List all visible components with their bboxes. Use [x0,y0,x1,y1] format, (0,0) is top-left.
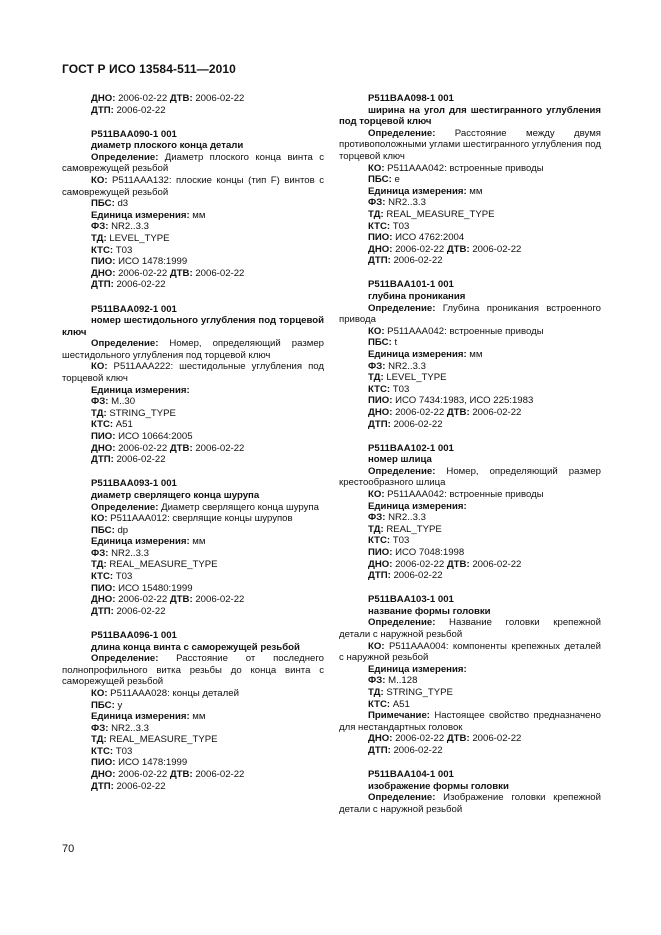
field-value: мм [189,536,206,548]
field-value: A51 [113,419,133,431]
field-value: мм [189,711,206,723]
entry-title: глубина проникания [368,291,466,302]
property-line [62,525,324,537]
field-value: 2006-02-22 [115,442,170,454]
ko-field [339,641,601,664]
property-line [339,384,601,396]
field-label: ПИО: [368,546,393,558]
field-value: ИСО 7434:1983, ИСО 225:1983 [392,395,534,407]
field-label: Единица измерения: [91,209,190,221]
entry-block [62,93,324,116]
field-label: ФЗ: [368,197,386,209]
ko-field [62,513,324,525]
field-value: P511AAA132: плоские концы (тип F) винтов с самоврежущей резьбой [62,175,324,198]
property-line [62,198,324,210]
property-line [339,559,601,571]
property-line [339,745,601,757]
property-line [62,221,324,233]
field-label: ДТП: [368,418,391,430]
ko-field [62,688,324,700]
field-value: A51 [390,698,410,710]
field-value: Изображение головки крепежной детали с наружной резьбой [339,792,601,815]
field-value: NR2..3.3 [385,360,426,372]
field-value: 2006-02-22 [115,93,170,104]
field-label: ФЗ: [368,512,386,524]
field-label: ПБС: [91,699,115,711]
field-value: Диаметр сверлящего конца шурупа [158,501,319,513]
field-value: мм [466,348,483,360]
property-line [339,675,601,687]
definition [62,653,324,688]
field-value: P511AAA222: шестидольные углубления под торцевой ключ [62,361,324,385]
field-value: 2006-02-22 [392,733,447,745]
field-label: ФЗ: [368,360,386,372]
field-value: STRING_TYPE [383,687,453,698]
field-value: REAL_MEASURE_TYPE [383,208,495,220]
property-line [339,395,601,407]
field-label: ТД: [91,559,107,571]
field-label: Определение: [368,792,436,804]
property-line [339,221,601,233]
field-value: 2006-02-22 [115,267,170,279]
field-value: M..30 [108,396,136,408]
entry-block [62,304,324,466]
field-label: КТС: [91,419,114,431]
property-line [62,548,324,560]
ko-field [339,489,601,501]
property-line [62,419,324,431]
field-label: ДНО: [91,769,116,781]
field-label: КТС: [368,535,391,547]
property-line [339,255,601,267]
entry-title: диаметр плоского конца детали [91,140,244,152]
property-line [339,570,601,582]
field-label: ДТП: [368,255,391,267]
definition [62,152,324,175]
field-value: Расстояние от последнего полнопрофильного витка резьбы до конца винта с саморежущей резьбой [62,653,324,688]
field-label: ДТП: [91,279,114,291]
entry-title: изображение формы головки [368,780,509,792]
field-label: ДНО: [368,243,393,255]
field-label: ДТП: [91,780,114,792]
entry-code: P511BAA090-1 001 [91,128,177,140]
field-label: ДТП: [368,570,391,582]
field-label: ФЗ: [368,675,386,687]
entry-title: диаметр сверлящего конца шурупа [91,489,260,501]
document-header: ГОСТ Р ИСО 13584-511—2010 [62,62,236,76]
field-value: 2006-02-22 [192,93,245,104]
page-number: 70 [62,843,75,855]
field-label: ТД: [368,687,384,698]
property-line [62,746,324,758]
property-line [62,769,324,781]
field-label: Определение: [91,151,159,163]
entry-block [339,769,601,815]
field-label: ДТВ: [169,769,193,781]
field-value: 2006-02-22 [469,558,522,570]
entry-title: номер шестидольного углубления под торцевой ключ [62,315,324,338]
left-column [62,93,324,805]
field-label: Примечание: [368,710,430,722]
field-value: Название головки крепежной детали с наружной резьбой [339,617,601,641]
property-line [62,594,324,606]
field-value: T03 [113,745,133,757]
field-value: Глубина проникания встроенного привода [339,302,601,326]
property-line [339,186,601,198]
field-value: P511AAA042: встроенные приводы [384,489,544,500]
field-value: ИСО 1478:1999 [115,256,188,268]
field-value: REAL_MEASURE_TYPE [106,559,218,571]
property-line [62,385,324,397]
field-value: 2006-02-22 [390,744,443,756]
field-label: ДТВ: [446,733,470,745]
field-label: Единица измерения: [91,536,190,548]
property-line [62,396,324,408]
field-label: ПБС: [91,198,115,210]
field-label: ПБС: [368,337,392,349]
definition [62,338,324,361]
property-line [339,372,601,384]
property-line [62,443,324,455]
property-line [62,571,324,583]
field-label: ФЗ: [91,221,109,233]
field-label: ФЗ: [91,396,109,408]
field-value: T03 [113,571,133,583]
field-value: STRING_TYPE [106,407,176,419]
field-value: 2006-02-22 [192,594,245,606]
property-line [62,583,324,595]
field-label: Единица измерения: [368,663,467,675]
field-value: 2006-02-22 [392,558,447,570]
entry-block [62,129,324,291]
property-line [339,419,601,431]
property-line [339,232,601,244]
entry-code: P511BAA102-1 001 [368,442,454,454]
field-label: ДТП: [91,104,114,116]
field-value: 2006-02-22 [390,570,443,582]
field-label: КО: [91,175,108,187]
property-line [62,606,324,618]
field-value: T03 [390,535,410,547]
property-line [62,454,324,466]
field-label: Определение: [368,465,436,477]
field-value: Номер, определяющий размер шестидольного углубления под торцевой ключ [62,338,324,361]
field-value: REAL_TYPE [383,523,442,535]
field-label: Единица измерения: [368,348,467,360]
field-value: 2006-02-22 [390,255,443,267]
field-value: P511AAA028: концы деталей [107,687,239,699]
field-value: d3 [114,198,129,210]
entry-block [339,93,601,267]
property-line [62,700,324,712]
field-label: КО: [368,489,385,500]
property-line [339,547,601,559]
field-value: LEVEL_TYPE [383,372,447,384]
property-line [339,501,601,513]
field-label: КТС: [368,698,391,710]
property-line [62,279,324,291]
property-line [62,536,324,548]
field-value: 2006-02-22 [469,406,522,418]
property-line [339,512,601,524]
field-label: ПИО: [368,232,393,244]
field-value: 2006-02-22 [469,243,522,255]
property-line [62,210,324,222]
field-value: 2006-02-22 [390,418,443,430]
field-label: ДНО: [91,267,116,279]
field-value: 2006-02-22 [113,279,166,291]
field-value: 2006-02-22 [192,267,245,279]
field-label: КТС: [368,383,391,395]
field-label: ДНО: [368,558,393,570]
field-label: КО: [91,361,108,373]
property-line [339,349,601,361]
field-value: 2006-02-22 [192,442,245,454]
field-value: y [114,699,123,711]
field-value: 2006-02-22 [392,406,447,418]
property-line [339,687,601,699]
property-line [339,197,601,209]
field-label: ПИО: [368,395,393,407]
field-value: 2006-02-22 [115,594,170,606]
property-line [339,664,601,676]
property-line [339,699,601,711]
property-line [62,256,324,268]
field-label: КТС: [91,244,114,256]
field-value: 2006-02-22 [469,733,522,745]
entry-code: P511BAA103-1 001 [368,594,454,606]
field-value: мм [189,209,206,221]
field-label: ДТВ: [446,406,470,418]
property-line [62,245,324,257]
field-label: ТД: [368,523,384,535]
field-label: КТС: [91,745,114,757]
property-line [339,244,601,256]
property-line [62,93,324,105]
entry-code: P511BAA104-1 001 [368,769,454,781]
property-line [339,535,601,547]
field-value: 2006-02-22 [392,243,447,255]
definition [339,466,601,489]
field-value: dp [114,524,129,536]
field-value: e [391,174,400,186]
property-line [62,431,324,443]
field-value: ИСО 4762:2004 [392,232,465,244]
right-column [339,93,601,828]
field-label: ДНО: [368,733,393,745]
field-value: P511AAA042: встроенные приводы [384,325,544,337]
field-value: t [391,337,398,349]
property-line [339,337,601,349]
field-label: КО: [91,687,108,699]
field-label: Единица измерения: [368,185,467,197]
ko-field [62,175,324,198]
field-label: ДТВ: [446,243,470,255]
field-value: ИСО 15480:1999 [115,582,193,594]
field-value: P511AAA042: встроенные приводы [384,162,544,174]
field-label: ДТВ: [169,267,193,279]
property-line [62,734,324,746]
field-label: КО: [91,513,108,525]
property-line [62,757,324,769]
definition [339,617,601,640]
field-label: ДТВ: [169,442,193,454]
entry-block [62,478,324,617]
property-line [62,105,324,117]
ko-field [62,361,324,384]
property-line [339,174,601,186]
field-label: ДТВ: [446,558,470,570]
entry-title: ширина на угол для шестигранного углубления под торцевой ключ [339,104,601,128]
field-value: P511AAA012: сверлящие концы шурупов [107,513,293,525]
property-line [62,723,324,735]
field-value: Настоящее свойство предназначено для нестандартных головок [339,710,601,733]
entry-title: название формы головки [368,605,491,617]
field-label: Определение: [368,302,436,314]
field-value: NR2..3.3 [385,512,426,524]
field-label: Определение: [91,338,159,350]
entry-block [339,279,601,430]
property-line [62,711,324,723]
field-value: 2006-02-22 [113,605,166,617]
field-label: ПБС: [368,174,392,186]
field-value: NR2..3.3 [385,197,426,209]
property-line [339,361,601,373]
entry-code: P511BAA092-1 001 [91,303,177,315]
field-label: ПИО: [91,582,116,594]
field-label: ПИО: [91,256,116,268]
field-label: ФЗ: [91,722,109,734]
field-label: ДТП: [368,744,391,756]
ko-field [339,163,601,175]
property-line [62,559,324,571]
field-value: 2006-02-22 [113,454,166,466]
field-label: ДНО: [91,93,116,104]
property-line [339,524,601,536]
property-line [339,407,601,419]
field-value: NR2..3.3 [108,722,149,734]
field-value: T03 [390,383,410,395]
field-label: КТС: [91,571,114,583]
field-value: P511AAA004: компоненты крепежных деталей с наружной резьбой [339,640,601,664]
field-value: LEVEL_TYPE [106,233,170,245]
entry-code: P511BAA096-1 001 [91,629,177,641]
entry-code: P511BAA093-1 001 [91,478,177,490]
field-label: КО: [368,325,385,337]
field-label: ДТП: [91,605,114,617]
field-label: ТД: [91,734,107,746]
field-value: M..128 [385,675,418,687]
field-label: ДНО: [91,442,116,454]
field-value: 2006-02-22 [113,104,166,116]
field-label: ТД: [368,208,384,220]
entry-title: номер шлица [368,454,432,466]
entry-block [339,443,601,582]
definition [339,792,601,815]
entry-code: P511BAA098-1 001 [368,93,454,104]
field-label: Определение: [368,127,436,139]
field-value: ИСО 10664:2005 [115,431,193,443]
note-field [339,710,601,733]
field-value: T03 [113,244,133,256]
field-label: ТД: [91,233,107,245]
property-line [62,781,324,793]
field-label: ТД: [91,407,107,419]
property-line [62,408,324,420]
property-line [339,733,601,745]
field-label: ТД: [368,372,384,384]
field-value: NR2..3.3 [108,221,149,233]
field-label: Единица измерения: [91,711,190,723]
field-label: Определение: [91,653,159,665]
field-label: ПБС: [91,524,115,536]
property-line [339,209,601,221]
field-label: ДТВ: [169,594,193,606]
entry-title: длина конца винта с саморежущей резьбой [91,641,300,653]
entry-block [339,594,601,756]
field-value: ИСО 1478:1999 [115,757,188,769]
field-value: 2006-02-22 [192,769,245,781]
definition [62,502,324,514]
field-label: ПИО: [91,757,116,769]
field-label: Определение: [91,501,159,513]
field-label: КО: [368,162,385,174]
field-value: Расстояние между двумя противоположными углами шестигранного углубления под торцевой ключ [339,127,601,162]
entry-block [62,630,324,792]
property-line [62,268,324,280]
field-label: Единица измерения: [91,384,190,396]
field-value: мм [466,185,483,197]
field-value: T03 [390,220,410,232]
definition [339,303,601,326]
field-value: NR2..3.3 [108,547,149,559]
field-label: ПИО: [91,431,116,443]
field-label: ФЗ: [91,547,109,559]
field-label: ДТП: [91,454,114,466]
field-label: Единица измерения: [368,500,467,512]
property-line [62,233,324,245]
field-value: 2006-02-22 [115,769,170,781]
field-value: 2006-02-22 [113,780,166,792]
ko-field [339,326,601,338]
definition [339,128,601,163]
field-value: ИСО 7048:1998 [392,546,465,558]
field-value: REAL_MEASURE_TYPE [106,734,218,746]
field-label: КТС: [368,220,391,232]
field-label: ДНО: [368,406,393,418]
field-label: Определение: [368,617,436,629]
field-value: Номер, определяющий размер крестообразного шлица [339,465,601,489]
field-label: КО: [368,640,385,652]
entry-code: P511BAA101-1 001 [368,279,454,291]
field-label: ДНО: [91,594,116,606]
field-label: ДТВ: [169,93,193,104]
field-value: Диаметр плоского конца винта с самоврежущей резьбой [62,151,324,175]
